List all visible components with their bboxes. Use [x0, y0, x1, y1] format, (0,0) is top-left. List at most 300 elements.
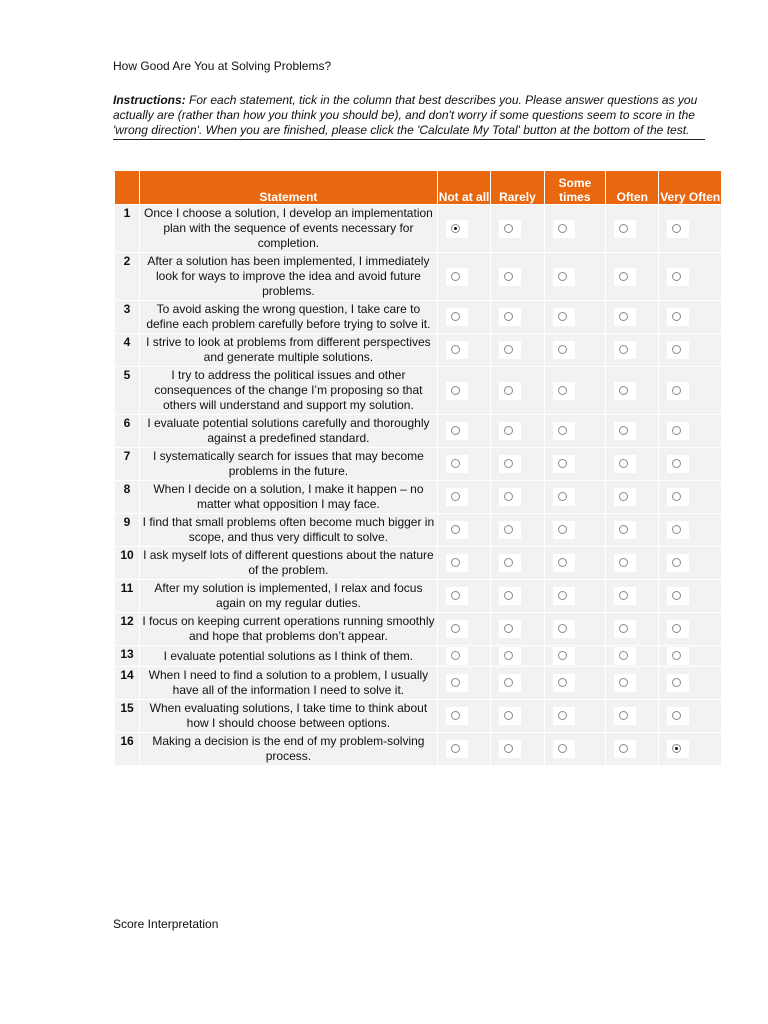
- radio-button-very-often[interactable]: [672, 386, 681, 395]
- radio-button-often[interactable]: [619, 386, 628, 395]
- radio-field: [614, 587, 636, 605]
- header-very-often: Very Often: [659, 171, 722, 205]
- radio-button-some-times[interactable]: [558, 744, 567, 753]
- statement-number: 12: [115, 613, 140, 646]
- radio-button-not-at-all[interactable]: [451, 651, 460, 660]
- radio-button-not-at-all[interactable]: [451, 525, 460, 534]
- radio-field: [499, 647, 521, 665]
- radio-field: [446, 488, 468, 506]
- score-interpretation-heading: Score Interpretation: [113, 917, 219, 931]
- radio-button-often[interactable]: [619, 492, 628, 501]
- statement-number: 14: [115, 667, 140, 700]
- option-cell-not-at-all: [437, 253, 490, 301]
- quiz-table: [114, 170, 722, 766]
- statement-text: When I need to find a solution to a problem, I usually have all of the information I need to solve it.: [140, 667, 438, 700]
- radio-button-not-at-all[interactable]: [451, 224, 460, 233]
- statement-number: 4: [115, 334, 140, 367]
- option-cell-often: [606, 646, 659, 667]
- option-cell-not-at-all: [437, 205, 490, 253]
- radio-button-very-often[interactable]: [672, 651, 681, 660]
- option-cell-rarely: [491, 667, 544, 700]
- option-cell-often: [606, 301, 659, 334]
- radio-field: [614, 620, 636, 638]
- radio-field: [553, 422, 575, 440]
- radio-field: [614, 521, 636, 539]
- statement-text: When evaluating solutions, I take time to think about how I should choose between options.: [140, 700, 438, 733]
- radio-button-not-at-all[interactable]: [451, 426, 460, 435]
- option-cell-very-often: [659, 301, 722, 334]
- radio-button-some-times[interactable]: [558, 558, 567, 567]
- radio-field: [667, 382, 689, 400]
- radio-button-very-often[interactable]: [672, 744, 681, 753]
- option-cell-often: [606, 733, 659, 766]
- table-row: [115, 733, 722, 766]
- radio-field: [499, 308, 521, 326]
- radio-button-rarely[interactable]: [504, 224, 513, 233]
- table-row: [115, 415, 722, 448]
- radio-button-very-often[interactable]: [672, 345, 681, 354]
- option-cell-very-often: [659, 613, 722, 646]
- radio-button-rarely[interactable]: [504, 459, 513, 468]
- radio-field: [667, 674, 689, 692]
- table-row: [115, 667, 722, 700]
- radio-field: [499, 740, 521, 758]
- radio-button-rarely[interactable]: [504, 744, 513, 753]
- radio-field: [499, 488, 521, 506]
- radio-field: [667, 488, 689, 506]
- radio-field: [446, 455, 468, 473]
- option-cell-not-at-all: [437, 580, 490, 613]
- radio-button-very-often[interactable]: [672, 711, 681, 720]
- radio-button-not-at-all[interactable]: [451, 459, 460, 468]
- option-cell-not-at-all: [437, 733, 490, 766]
- radio-field: [499, 707, 521, 725]
- option-cell-not-at-all: [437, 301, 490, 334]
- table-row: [115, 448, 722, 481]
- statement-number: 10: [115, 547, 140, 580]
- radio-field: [667, 620, 689, 638]
- radio-field: [553, 488, 575, 506]
- radio-field: [499, 455, 521, 473]
- radio-field: [446, 740, 468, 758]
- radio-field: [446, 674, 468, 692]
- radio-button-rarely[interactable]: [504, 312, 513, 321]
- radio-field: [614, 382, 636, 400]
- radio-button-very-often[interactable]: [672, 459, 681, 468]
- radio-button-often[interactable]: [619, 459, 628, 468]
- radio-button-some-times[interactable]: [558, 312, 567, 321]
- radio-button-some-times[interactable]: [558, 624, 567, 633]
- radio-button-often[interactable]: [619, 312, 628, 321]
- radio-field: [446, 707, 468, 725]
- option-cell-some-times: [544, 205, 605, 253]
- option-cell-not-at-all: [437, 514, 490, 547]
- statement-text: I ask myself lots of different questions about the nature of the problem.: [140, 547, 438, 580]
- radio-field: [614, 422, 636, 440]
- radio-field: [553, 455, 575, 473]
- radio-field: [553, 382, 575, 400]
- radio-button-often[interactable]: [619, 678, 628, 687]
- table-row: [115, 646, 722, 667]
- radio-field: [667, 220, 689, 238]
- radio-button-often[interactable]: [619, 744, 628, 753]
- option-cell-some-times: [544, 481, 605, 514]
- radio-field: [614, 268, 636, 286]
- option-cell-often: [606, 481, 659, 514]
- radio-field: [446, 268, 468, 286]
- radio-button-not-at-all[interactable]: [451, 386, 460, 395]
- option-cell-not-at-all: [437, 334, 490, 367]
- radio-field: [553, 521, 575, 539]
- statement-number: 15: [115, 700, 140, 733]
- header-some-times: Some times: [544, 171, 605, 205]
- statement-number: 11: [115, 580, 140, 613]
- radio-button-often[interactable]: [619, 345, 628, 354]
- radio-button-rarely[interactable]: [504, 678, 513, 687]
- table-row: [115, 334, 722, 367]
- option-cell-very-often: [659, 205, 722, 253]
- option-cell-some-times: [544, 667, 605, 700]
- radio-button-not-at-all[interactable]: [451, 345, 460, 354]
- radio-field: [446, 521, 468, 539]
- table-row: [115, 613, 722, 646]
- radio-field: [446, 308, 468, 326]
- statement-number: 16: [115, 733, 140, 766]
- radio-field: [446, 382, 468, 400]
- option-cell-some-times: [544, 367, 605, 415]
- option-cell-often: [606, 415, 659, 448]
- radio-field: [499, 587, 521, 605]
- option-cell-often: [606, 613, 659, 646]
- option-cell-often: [606, 448, 659, 481]
- statement-text: I evaluate potential solutions carefully and thoroughly against a predefined standard.: [140, 415, 438, 448]
- option-cell-very-often: [659, 700, 722, 733]
- radio-field: [499, 554, 521, 572]
- radio-button-often[interactable]: [619, 224, 628, 233]
- table-row: [115, 367, 722, 415]
- radio-field: [446, 620, 468, 638]
- option-cell-very-often: [659, 367, 722, 415]
- option-cell-rarely: [491, 580, 544, 613]
- radio-button-some-times[interactable]: [558, 651, 567, 660]
- option-cell-not-at-all: [437, 481, 490, 514]
- table-row: [115, 301, 722, 334]
- radio-button-rarely[interactable]: [504, 386, 513, 395]
- radio-field: [553, 707, 575, 725]
- option-cell-some-times: [544, 547, 605, 580]
- radio-button-very-often[interactable]: [672, 558, 681, 567]
- radio-field: [499, 674, 521, 692]
- option-cell-very-often: [659, 646, 722, 667]
- radio-button-some-times[interactable]: [558, 711, 567, 720]
- option-cell-not-at-all: [437, 700, 490, 733]
- radio-button-some-times[interactable]: [558, 591, 567, 600]
- radio-field: [499, 422, 521, 440]
- option-cell-very-often: [659, 667, 722, 700]
- radio-field: [553, 587, 575, 605]
- option-cell-often: [606, 547, 659, 580]
- statement-number: 6: [115, 415, 140, 448]
- radio-button-very-often[interactable]: [672, 224, 681, 233]
- table-body: [115, 205, 722, 766]
- option-cell-not-at-all: [437, 547, 490, 580]
- statement-number: 3: [115, 301, 140, 334]
- header-not-at-all: Not at all: [437, 171, 490, 205]
- radio-button-very-often[interactable]: [672, 312, 681, 321]
- table-row: [115, 547, 722, 580]
- radio-field: [614, 674, 636, 692]
- radio-button-some-times[interactable]: [558, 224, 567, 233]
- radio-field: [446, 554, 468, 572]
- table-row: [115, 481, 722, 514]
- radio-field: [499, 341, 521, 359]
- option-cell-often: [606, 253, 659, 301]
- radio-field: [614, 707, 636, 725]
- radio-button-some-times[interactable]: [558, 272, 567, 281]
- option-cell-very-often: [659, 547, 722, 580]
- instructions-text: For each statement, tick in the column that best describes you. Please answer questions as you actually are (rather than how you think you should be), and don't worry if some questions seem to score in the 'wrong direction'. When you are finished, please click the 'Calculate My Total' button at the bottom of the test.: [113, 93, 698, 137]
- radio-field: [499, 382, 521, 400]
- radio-field: [446, 341, 468, 359]
- radio-field: [614, 308, 636, 326]
- option-cell-rarely: [491, 367, 544, 415]
- radio-field: [667, 587, 689, 605]
- radio-button-very-often[interactable]: [672, 272, 681, 281]
- radio-field: [614, 341, 636, 359]
- option-cell-some-times: [544, 700, 605, 733]
- statement-text: To avoid asking the wrong question, I take care to define each problem carefully before trying to solve it.: [140, 301, 438, 334]
- option-cell-not-at-all: [437, 646, 490, 667]
- statement-number: 9: [115, 514, 140, 547]
- radio-button-often[interactable]: [619, 624, 628, 633]
- radio-button-rarely[interactable]: [504, 558, 513, 567]
- radio-field: [614, 488, 636, 506]
- radio-button-rarely[interactable]: [504, 492, 513, 501]
- radio-button-rarely[interactable]: [504, 624, 513, 633]
- table-row: [115, 700, 722, 733]
- radio-field: [667, 554, 689, 572]
- option-cell-some-times: [544, 613, 605, 646]
- option-cell-often: [606, 334, 659, 367]
- option-cell-rarely: [491, 448, 544, 481]
- radio-button-not-at-all[interactable]: [451, 558, 460, 567]
- option-cell-rarely: [491, 733, 544, 766]
- radio-button-not-at-all[interactable]: [451, 591, 460, 600]
- radio-field: [553, 554, 575, 572]
- option-cell-rarely: [491, 481, 544, 514]
- instructions-label: Instructions:: [113, 93, 186, 107]
- option-cell-often: [606, 514, 659, 547]
- statement-number: 13: [115, 646, 140, 667]
- option-cell-rarely: [491, 646, 544, 667]
- radio-button-some-times[interactable]: [558, 678, 567, 687]
- radio-button-often[interactable]: [619, 651, 628, 660]
- radio-field: [499, 220, 521, 238]
- option-cell-very-often: [659, 481, 722, 514]
- table-row: [115, 580, 722, 613]
- statement-text: I systematically search for issues that may become problems in the future.: [140, 448, 438, 481]
- option-cell-not-at-all: [437, 667, 490, 700]
- radio-field: [446, 647, 468, 665]
- radio-field: [553, 620, 575, 638]
- radio-button-often[interactable]: [619, 711, 628, 720]
- statement-text: I focus on keeping current operations running smoothly and hope that problems don’t appear.: [140, 613, 438, 646]
- radio-field: [614, 220, 636, 238]
- radio-field: [667, 341, 689, 359]
- radio-button-rarely[interactable]: [504, 525, 513, 534]
- radio-field: [553, 220, 575, 238]
- option-cell-very-often: [659, 334, 722, 367]
- option-cell-some-times: [544, 733, 605, 766]
- radio-button-not-at-all[interactable]: [451, 744, 460, 753]
- statement-text: I strive to look at problems from different perspectives and generate multiple solutions.: [140, 334, 438, 367]
- radio-field: [614, 455, 636, 473]
- radio-button-rarely[interactable]: [504, 345, 513, 354]
- radio-field: [446, 587, 468, 605]
- table-row: [115, 205, 722, 253]
- statement-text: Once I choose a solution, I develop an implementation plan with the sequence of events necessary for completion.: [140, 205, 438, 253]
- option-cell-very-often: [659, 415, 722, 448]
- radio-button-some-times[interactable]: [558, 386, 567, 395]
- radio-field: [667, 647, 689, 665]
- radio-field: [667, 521, 689, 539]
- instructions: [113, 93, 705, 140]
- statement-text: I evaluate potential solutions as I think of them.: [140, 646, 438, 667]
- radio-field: [553, 647, 575, 665]
- radio-field: [446, 220, 468, 238]
- option-cell-some-times: [544, 301, 605, 334]
- option-cell-rarely: [491, 205, 544, 253]
- statement-text: I try to address the political issues and other consequences of the change I’m proposing so that others will understand and support my solution.: [140, 367, 438, 415]
- option-cell-very-often: [659, 733, 722, 766]
- radio-button-often[interactable]: [619, 272, 628, 281]
- option-cell-rarely: [491, 253, 544, 301]
- radio-button-not-at-all[interactable]: [451, 492, 460, 501]
- statement-number: 5: [115, 367, 140, 415]
- option-cell-some-times: [544, 448, 605, 481]
- radio-button-some-times[interactable]: [558, 525, 567, 534]
- statement-number: 1: [115, 205, 140, 253]
- radio-field: [667, 455, 689, 473]
- statement-number: 2: [115, 253, 140, 301]
- option-cell-some-times: [544, 334, 605, 367]
- radio-button-very-often[interactable]: [672, 426, 681, 435]
- statement-number: 7: [115, 448, 140, 481]
- radio-button-not-at-all[interactable]: [451, 711, 460, 720]
- option-cell-rarely: [491, 301, 544, 334]
- option-cell-not-at-all: [437, 367, 490, 415]
- radio-field: [614, 647, 636, 665]
- radio-button-often[interactable]: [619, 558, 628, 567]
- statement-text: Making a decision is the end of my problem-solving process.: [140, 733, 438, 766]
- radio-field: [499, 268, 521, 286]
- option-cell-very-often: [659, 448, 722, 481]
- radio-button-not-at-all[interactable]: [451, 678, 460, 687]
- statement-text: After a solution has been implemented, I immediately look for ways to improve the idea and avoid future problems.: [140, 253, 438, 301]
- option-cell-very-often: [659, 580, 722, 613]
- radio-button-very-often[interactable]: [672, 525, 681, 534]
- table-row: [115, 253, 722, 301]
- option-cell-some-times: [544, 253, 605, 301]
- radio-field: [553, 674, 575, 692]
- radio-field: [553, 308, 575, 326]
- option-cell-not-at-all: [437, 415, 490, 448]
- radio-button-not-at-all[interactable]: [451, 312, 460, 321]
- radio-button-rarely[interactable]: [504, 591, 513, 600]
- option-cell-often: [606, 667, 659, 700]
- radio-button-some-times[interactable]: [558, 426, 567, 435]
- header-statement: Statement: [140, 171, 438, 205]
- radio-button-rarely[interactable]: [504, 711, 513, 720]
- header-often: Often: [606, 171, 659, 205]
- radio-field: [553, 341, 575, 359]
- option-cell-some-times: [544, 580, 605, 613]
- radio-button-rarely[interactable]: [504, 426, 513, 435]
- radio-button-some-times[interactable]: [558, 492, 567, 501]
- statement-text: I find that small problems often become much bigger in scope, and thus very difficult to solve.: [140, 514, 438, 547]
- table-header-row: [115, 171, 722, 205]
- radio-field: [667, 268, 689, 286]
- header-rarely: Rarely: [491, 171, 544, 205]
- header-number: [115, 171, 140, 205]
- option-cell-often: [606, 700, 659, 733]
- statement-number: 8: [115, 481, 140, 514]
- radio-button-some-times[interactable]: [558, 345, 567, 354]
- option-cell-rarely: [491, 700, 544, 733]
- option-cell-very-often: [659, 514, 722, 547]
- option-cell-often: [606, 367, 659, 415]
- option-cell-rarely: [491, 547, 544, 580]
- radio-button-very-often[interactable]: [672, 624, 681, 633]
- radio-button-often[interactable]: [619, 426, 628, 435]
- radio-button-often[interactable]: [619, 525, 628, 534]
- option-cell-rarely: [491, 415, 544, 448]
- page-title: How Good Are You at Solving Problems?: [113, 59, 332, 73]
- option-cell-rarely: [491, 613, 544, 646]
- radio-button-not-at-all[interactable]: [451, 624, 460, 633]
- radio-button-often[interactable]: [619, 591, 628, 600]
- option-cell-not-at-all: [437, 448, 490, 481]
- radio-field: [667, 422, 689, 440]
- option-cell-some-times: [544, 415, 605, 448]
- radio-button-rarely[interactable]: [504, 272, 513, 281]
- radio-button-very-often[interactable]: [672, 678, 681, 687]
- radio-field: [553, 740, 575, 758]
- radio-button-some-times[interactable]: [558, 459, 567, 468]
- option-cell-often: [606, 205, 659, 253]
- radio-button-rarely[interactable]: [504, 651, 513, 660]
- option-cell-often: [606, 580, 659, 613]
- radio-button-very-often[interactable]: [672, 492, 681, 501]
- radio-field: [667, 308, 689, 326]
- radio-field: [553, 268, 575, 286]
- statement-text: When I decide on a solution, I make it happen – no matter what opposition I may face.: [140, 481, 438, 514]
- radio-field: [667, 707, 689, 725]
- radio-field: [667, 740, 689, 758]
- option-cell-rarely: [491, 334, 544, 367]
- radio-button-not-at-all[interactable]: [451, 272, 460, 281]
- statement-text: After my solution is implemented, I relax and focus again on my regular duties.: [140, 580, 438, 613]
- option-cell-some-times: [544, 514, 605, 547]
- radio-field: [446, 422, 468, 440]
- table-row: [115, 514, 722, 547]
- option-cell-not-at-all: [437, 613, 490, 646]
- radio-field: [499, 620, 521, 638]
- option-cell-some-times: [544, 646, 605, 667]
- radio-field: [614, 554, 636, 572]
- radio-button-very-often[interactable]: [672, 591, 681, 600]
- radio-field: [499, 521, 521, 539]
